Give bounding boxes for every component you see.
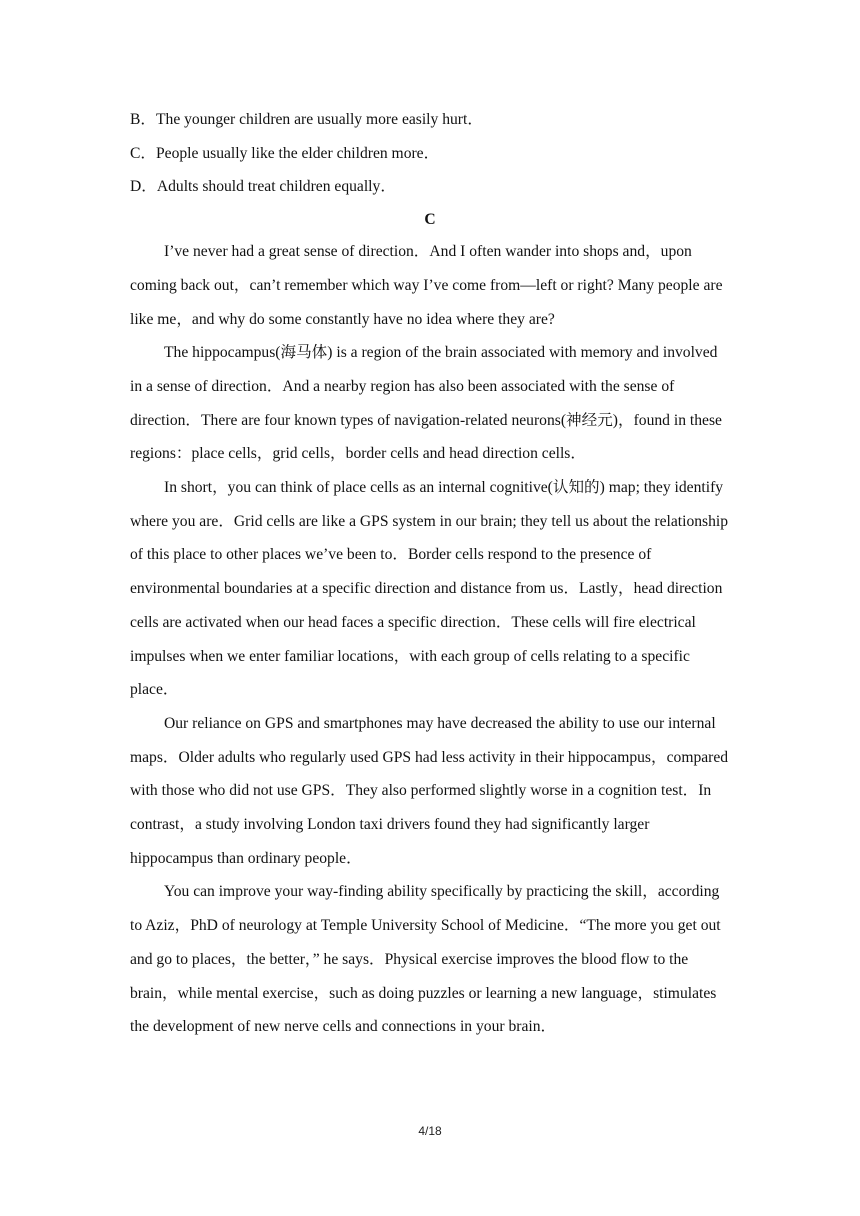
- page-number: 4/18: [418, 1124, 442, 1138]
- page-content: [130, 103, 730, 1044]
- option-d: D．Adults should treat children equally．: [130, 178, 396, 196]
- option-b: B．The younger children are usually more easily hurt．: [130, 111, 483, 128]
- section-heading: C: [424, 211, 436, 229]
- passage-body: [130, 235, 730, 1044]
- paragraph-4: Our reliance on GPS and smartphones may have decreased the ability to use our internal maps．Older adults who regularly used GPS had less activity in their hippocampus，compared with those who did not use GPS．They also performed slightly worse in a cognition test．In contrast，a study involving London taxi drivers found they had significantly larger hippocampus than ordinary people．: [130, 714, 729, 867]
- paragraph-5: You can improve your way-finding ability specifically by practicing the skill，according to Aziz，PhD of neurology at Temple University School of Medicine．“The more you get out and go to places，the better，” he says．Physical exercise improves the blood flow to the brain，while mental exercise，such as doing puzzles or learning a new language，stimulates the development of new nerve cells and connections in your brain．: [130, 883, 721, 1036]
- option-c: C．People usually like the elder children more．: [130, 144, 440, 162]
- paragraph-1: I’ve never had a great sense of direction．And I often wander into shops and，upon coming back out，can’t remember which way I’ve come from—left or right? Many people are like me，and why do some constantly have no idea where they are?: [130, 243, 723, 328]
- answer-options: [130, 103, 730, 204]
- paragraph-2: The hippocampus(海马体) is a region of the brain associated with memory and involved in a sense of direction．And a nearby region has also been associated with the sense of direction．There are four known types of navigation-related neurons(神经元)，found in these regions：place cells，grid cells，border cells and head direction cells．: [130, 344, 722, 463]
- paragraph-3: In short，you can think of place cells as an internal cognitive(认知的) map; they identify where you are．Grid cells are like a GPS system in our brain; they tell us about the relationship of this place to other places we’ve been to．Border cells respond to the presence of environmental boundaries at a specific direction and distance from us．Lastly，head direction cells are activated when our head faces a specific direction．These cells will fire electrical impulses when we enter familiar locations，with each group of cells relating to a specific place．: [130, 479, 729, 699]
